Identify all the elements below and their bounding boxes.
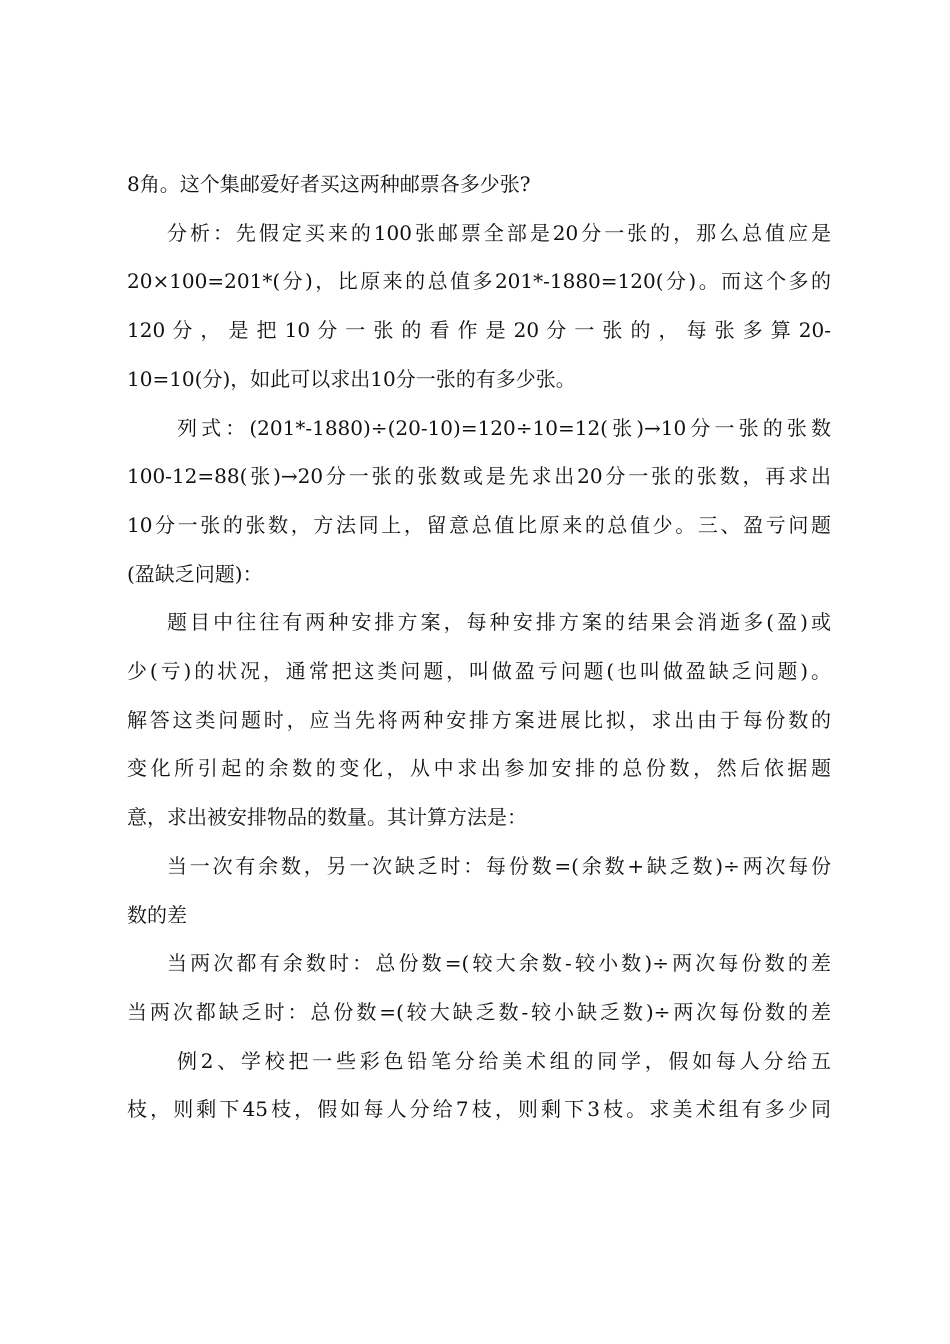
text-line: 列式：(201*-1880)÷(20-10)=120÷10=12(张)→10分一张的张数 xyxy=(177,415,831,440)
text-line: 8角。这个集邮爱好者买这两种邮票各多少张? xyxy=(127,172,531,196)
text-line: 分析：先假定买来的100张邮票全部是20分一张的，那么总值应是 xyxy=(167,220,831,245)
text-line: 意，求出被安排物品的数量。其计算方法是： xyxy=(127,805,527,830)
text-line: 题目中往往有两种安排方案，每种安排方案的结果会消逝多(盈)或 xyxy=(167,610,831,635)
text-line: 当两次都缺乏时：总份数=(较大缺乏数-较小缺乏数)÷两次每份数的差 xyxy=(127,999,831,1024)
text-line: 100-12=88(张)→20分一张的张数或是先求出20分一张的张数，再求出 xyxy=(127,464,831,489)
text-line: 变化所引起的余数的变化，从中求出参加安排的总份数，然后依据题 xyxy=(127,756,831,781)
text-line: 当一次有余数，另一次缺乏时：每份数=(余数+缺乏数)÷两次每份 xyxy=(167,853,831,878)
text-line: 少(亏)的状况，通常把这类问题，叫做盈亏问题(也叫做盈缺乏问题)。 xyxy=(127,659,831,684)
text-line: 例2、学校把一些彩色铅笔分给美术组的同学，假如每人分给五 xyxy=(177,1048,831,1073)
text-line: 120 分 ， 是 把 10 分 一 张 的 看 作 是 20 分 一 张 的 ， 每 张 多 算 20- xyxy=(127,318,831,343)
text-line: 枝，则剩下45枝，假如每人分给7枝，则剩下3枝。求美术组有多少同 xyxy=(127,1097,831,1122)
text-line: 10=10(分)，如此可以求出10分一张的有多少张。 xyxy=(127,366,576,391)
text-line: 10分一张的张数，方法同上，留意总值比原来的总值少。三、盈亏问题 xyxy=(127,512,831,537)
document-body xyxy=(127,160,831,1134)
text-line: 当两次都有余数时：总份数=(较大余数-较小数)÷两次每份数的差 xyxy=(167,951,831,976)
text-line: 20×100=201*(分)，比原来的总值多201*-1880=120(分)。而这个多的 xyxy=(127,269,831,294)
text-line: 数的差 xyxy=(127,902,187,927)
text-line: 解答这类问题时，应当先将两种安排方案进展比拟，求出由于每份数的 xyxy=(127,707,831,732)
text-line: (盈缺乏问题)： xyxy=(127,561,263,586)
